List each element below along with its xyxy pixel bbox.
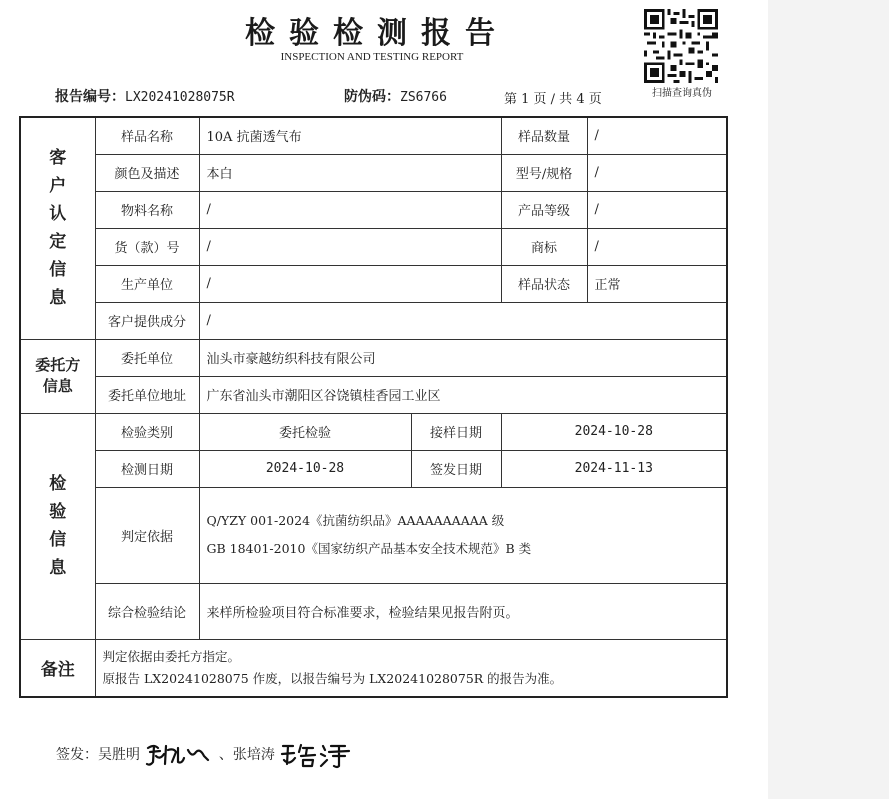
sample-name-value: 10A 抗菌透气布 (199, 117, 501, 154)
table-row (20, 413, 727, 450)
composition-value: / (199, 302, 727, 339)
table-row (20, 228, 727, 265)
composition-label: 客户提供成分 (95, 302, 199, 339)
report-table (19, 116, 728, 698)
signer-2-name: 张培涛 (232, 747, 275, 763)
report-title: 检验检测报告 (245, 16, 509, 51)
table-row (20, 339, 727, 376)
remark-line: 判定依据由委托方指定。 (102, 648, 241, 664)
table-row (20, 154, 727, 191)
conclusion-value: 来样所检验项目符合标准要求，检验结果见报告附页。 (199, 583, 727, 639)
client-unit-label: 委托单位 (95, 339, 199, 376)
page-margin-strip (768, 0, 889, 799)
section-customer: 客 户 认 定 信 息 (20, 117, 95, 339)
section-client: 委托方 信息 (20, 339, 95, 413)
signature-2-icon (279, 740, 357, 770)
signer-1-name: 吴胜明 (98, 747, 140, 763)
table-row (20, 487, 727, 583)
basis-line: Q/YZY 001-2024《抗菌纺织品》AAAAAAAAAA 级 (206, 513, 505, 528)
producer-value: / (199, 265, 501, 302)
model-label: 型号/规格 (501, 154, 587, 191)
table-row (20, 265, 727, 302)
color-value: 本白 (199, 154, 501, 191)
report-subtitle: INSPECTION AND TESTING REPORT (280, 51, 464, 63)
anti-fake-value: ZS6766 (400, 90, 447, 105)
received-date-value: 2024-10-28 (501, 413, 727, 450)
client-address-label: 委托单位地址 (95, 376, 199, 413)
report-number-value: LX20241028075R (125, 90, 235, 105)
basis-label: 判定依据 (95, 487, 199, 583)
table-row (20, 450, 727, 487)
material-label: 物料名称 (95, 191, 199, 228)
section-remarks: 备注 (20, 639, 95, 697)
remarks-value (95, 639, 727, 697)
item-no-value: / (199, 228, 501, 265)
table-row (20, 639, 727, 697)
inspection-type-value: 委托检验 (199, 413, 411, 450)
issue-date-value: 2024-11-13 (501, 450, 727, 487)
grade-value: / (587, 191, 727, 228)
state-label: 样品状态 (501, 265, 587, 302)
issued-label: 签发： (56, 747, 98, 763)
table-row (20, 302, 727, 339)
client-unit-value: 汕头市豪越纺织科技有限公司 (199, 339, 727, 376)
conclusion-label: 综合检验结论 (95, 583, 199, 639)
signature-line (56, 740, 357, 770)
inspection-type-label: 检验类别 (95, 413, 199, 450)
report-number (55, 86, 235, 106)
page-info: 第 1 页 / 共 4 页 (504, 92, 602, 107)
signature-1-icon (144, 740, 214, 770)
report-number-label: 报告编号： (55, 89, 125, 105)
item-no-label: 货（款）号 (95, 228, 199, 265)
anti-fake-code (344, 86, 447, 106)
state-value: 正常 (587, 265, 727, 302)
table-row (20, 583, 727, 639)
qr-caption: 扫描查询真伪 (652, 88, 712, 99)
basis-line: GB 18401-2010《国家纺织产品基本安全技术规范》B 类 (206, 541, 532, 556)
table-row (20, 376, 727, 413)
section-inspection: 检 验 信 息 (20, 413, 95, 639)
brand-label: 商标 (501, 228, 587, 265)
client-address-value: 广东省汕头市潮阳区谷饶镇桂香园工业区 (199, 376, 727, 413)
sample-qty-label: 样品数量 (501, 117, 587, 154)
remark-line: 原报告 LX20241028075 作废，以报告编号为 LX20241028075R 的报告为准。 (102, 670, 563, 686)
color-label: 颜色及描述 (95, 154, 199, 191)
material-value: / (199, 191, 501, 228)
separator: 、 (218, 747, 233, 763)
model-value: / (587, 154, 727, 191)
brand-value: / (587, 228, 727, 265)
sample-name-label: 样品名称 (95, 117, 199, 154)
test-date-label: 检测日期 (95, 450, 199, 487)
anti-fake-label: 防伪码： (344, 89, 400, 105)
qr-code-icon[interactable] (644, 9, 718, 83)
issue-date-label: 签发日期 (411, 450, 501, 487)
basis-value (199, 487, 727, 583)
producer-label: 生产单位 (95, 265, 199, 302)
test-date-value: 2024-10-28 (199, 450, 411, 487)
sample-qty-value: / (587, 117, 727, 154)
table-row (20, 191, 727, 228)
grade-label: 产品等级 (501, 191, 587, 228)
received-date-label: 接样日期 (411, 413, 501, 450)
table-row (20, 117, 727, 154)
